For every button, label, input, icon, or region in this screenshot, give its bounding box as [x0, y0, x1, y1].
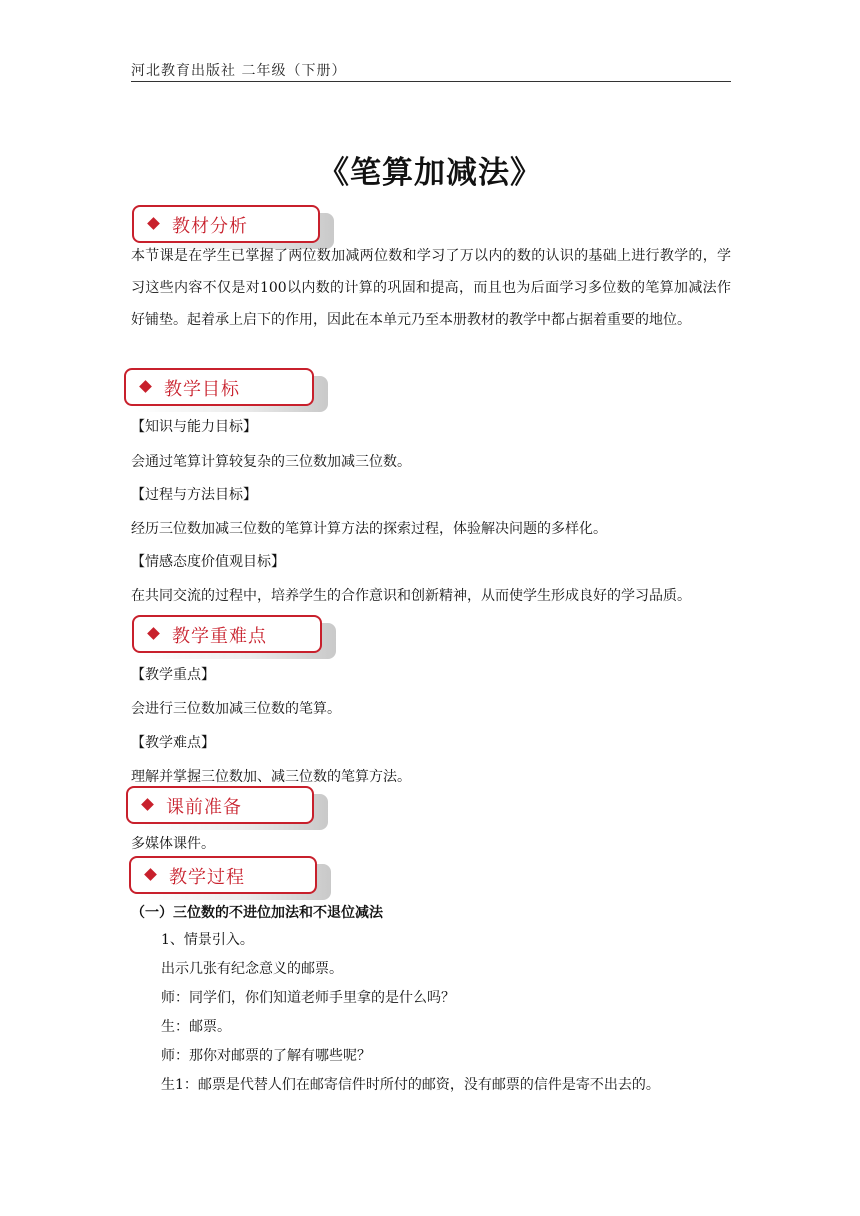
- process-line: 师：那你对邮票的了解有哪些呢？: [161, 1048, 371, 1064]
- prep-text: 多媒体课件。: [131, 836, 215, 852]
- analysis-paragraph: 本节课是在学生已掌握了两位数加减两位数和学习了万以内的数的认识的基础上进行教学的，学习这些内容不仅是对100以内数的计算的巩固和提高，而且也为后面学习多位数的笔算加减法作好铺垫。起着承上启下的作用，因此在本单元乃至本册教材的教学中都占据着重要的地位。: [131, 248, 731, 328]
- keypoint-text-difficulty: 理解并掌握三位数加、减三位数的笔算方法。: [131, 769, 411, 785]
- process-line: 出示几张有纪念意义的邮票。: [161, 961, 343, 977]
- page-header: 河北教育出版社 二年级（下册）: [131, 63, 347, 79]
- header-rule: [131, 81, 731, 82]
- section-label: 教学过程: [169, 867, 245, 888]
- process-line: 1、情景引入。: [161, 932, 254, 948]
- section-badge-analysis: [132, 205, 320, 243]
- process-line: 生1：邮票是代替人们在邮寄信件时所付的邮资，没有邮票的信件是寄不出去的。: [161, 1077, 660, 1093]
- process-line: 师：同学们，你们知道老师手里拿的是什么吗？: [161, 990, 455, 1006]
- document-title: 《笔算加减法》: [318, 155, 542, 191]
- process-line: 生：邮票。: [161, 1019, 231, 1035]
- goal-text-process: 经历三位数加减三位数的笔算计算方法的探索过程，体验解决问题的多样化。: [131, 521, 607, 537]
- keypoint-heading-difficulty: 【教学难点】: [131, 735, 215, 751]
- goal-text-emotion: 在共同交流的过程中，培养学生的合作意识和创新精神，从而使学生形成良好的学习品质。: [131, 588, 691, 604]
- section-label: 教学重难点: [172, 626, 267, 647]
- section-badge-goals: [124, 368, 314, 406]
- section-badge-process: [129, 856, 317, 894]
- keypoint-text-focus: 会进行三位数加减三位数的笔算。: [131, 701, 341, 717]
- section-label: 教学目标: [164, 379, 240, 400]
- section-label: 课前准备: [166, 797, 242, 818]
- process-subheading: （一）三位数的不进位加法和不退位减法: [131, 905, 383, 921]
- keypoint-heading-focus: 【教学重点】: [131, 667, 215, 683]
- section-badge-prep: [126, 786, 314, 824]
- section-badge-keypoints: [132, 615, 322, 653]
- goal-text-knowledge: 会通过笔算计算较复杂的三位数加减三位数。: [131, 454, 411, 470]
- goal-heading-knowledge: 【知识与能力目标】: [131, 419, 257, 435]
- goal-heading-process: 【过程与方法目标】: [131, 487, 257, 503]
- section-label: 教材分析: [172, 216, 248, 237]
- goal-heading-emotion: 【情感态度价值观目标】: [131, 554, 285, 570]
